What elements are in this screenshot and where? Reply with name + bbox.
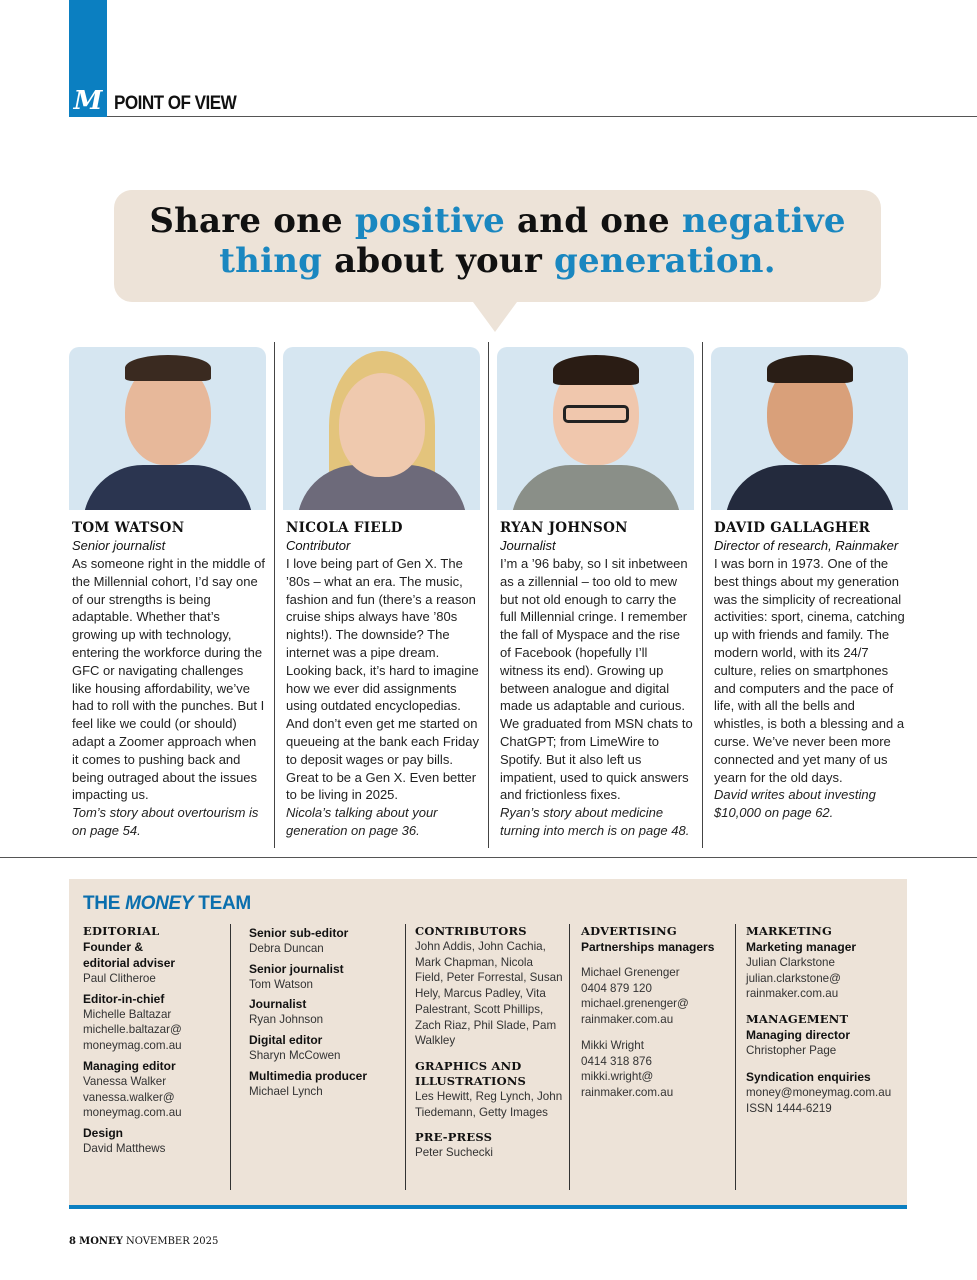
contributor-card: [69, 347, 266, 840]
team-contributors: [415, 924, 563, 1161]
question-part: generation.: [553, 241, 776, 281]
column-divider: [702, 342, 703, 848]
team-heading: GRAPHICS AND ILLUSTRATIONS: [415, 1058, 527, 1088]
question-part: thing: [219, 241, 323, 281]
jacket-shape: [725, 465, 895, 510]
question-part: Share one: [149, 201, 355, 241]
story-reference: David writes about investing $10,000 on page 62.: [714, 787, 876, 821]
team-title-pre: THE: [83, 893, 126, 914]
question-part: and one: [505, 201, 682, 241]
contributor-bio: I love being part of Gen X. The ’80s – what an era. The music, fashion and fun (there’s a reason cruise ships always have ’80s nights!). The downside? The internet was a pipe dream. Looking back, it’s hard to imagine how we ever did assignments using outdated encyclopedias. And don’t even get me started on queueing at the bank each Friday to deposit wages or pay bills. Great to be a Gen X. Even better to be living in 2025.: [286, 556, 479, 803]
contributor-name: DAVID GALLAGHER: [714, 520, 871, 536]
header-divider: [107, 116, 977, 117]
team-heading: ADVERTISING: [581, 924, 677, 938]
team-advertising: [581, 924, 731, 1101]
team-value: Les Hewitt, Reg Lynch, John Tiedemann, Getty Images: [415, 1089, 563, 1119]
contributor-photo: [497, 347, 694, 510]
contributor-name: RYAN JOHNSON: [500, 520, 628, 536]
jacket-shape: [511, 465, 681, 510]
team-value: Debra Duncan: [249, 942, 324, 955]
team-value: Vanessa Walker: [83, 1074, 167, 1088]
team-value: Mikki Wright: [581, 1038, 644, 1052]
team-staff: [249, 925, 399, 1100]
team-label: Journalist: [249, 997, 307, 1012]
column-divider: [274, 342, 275, 848]
jacket-shape: [83, 465, 253, 510]
team-value: David Matthews: [83, 1141, 166, 1155]
contributor-card: [497, 347, 694, 840]
team-value: Paul Clitheroe: [83, 972, 156, 985]
team-column-divider: [569, 924, 570, 1190]
speech-bubble-tail: [473, 302, 517, 332]
team-label: Digital editor: [249, 1033, 323, 1048]
team-value: Michael Grenenger: [581, 966, 680, 979]
magazine-name: MONEY: [79, 1236, 123, 1247]
team-label: Managing editor: [83, 1058, 176, 1073]
team-label: Senior journalist: [249, 961, 344, 976]
contributor-photo: [711, 347, 908, 510]
team-label: Syndication enquiries: [746, 1069, 871, 1084]
team-label: Managing director: [746, 1028, 851, 1043]
team-value: Peter Suchecki: [415, 1146, 493, 1160]
team-value: Tom Watson: [249, 977, 313, 991]
hair-shape: [767, 355, 853, 383]
team-value: John Addis, John Cachia, Mark Chapman, Nicola Field, Peter Forrestal, Susan Hely, Marcus Padley, Vita Palestrant, Scott Phillips, Zach Riaz, Phil Slade, Pam Walkley: [415, 940, 563, 1048]
team-value: Michelle Baltazar: [83, 1007, 172, 1021]
question-heading: [114, 201, 881, 281]
page-number: 8: [69, 1236, 76, 1247]
team-email: money@moneymag.com.au: [746, 1085, 892, 1099]
question-part: about your: [322, 241, 554, 281]
team-phone: 0404 879 120: [581, 981, 652, 995]
hair-shape: [553, 355, 639, 385]
team-email: michael.grenenger@ rainmaker.com.au: [581, 997, 689, 1027]
team-email: julian.clarkstone@ rainmaker.com.au: [746, 971, 841, 1001]
question-part: negative: [681, 201, 846, 241]
team-value: Michael Lynch: [249, 1084, 323, 1098]
team-heading: MARKETING: [746, 924, 833, 938]
team-label: Editor-in-chief: [83, 991, 165, 1006]
team-value: Christopher Page: [746, 1044, 837, 1058]
team-box-bar: [69, 1205, 907, 1209]
team-label: Multimedia producer: [249, 1068, 368, 1083]
story-reference: Nicola’s talking about your generation on page 36.: [286, 805, 438, 838]
team-title: [83, 893, 251, 915]
glasses-shape: [563, 405, 629, 423]
contributor-card: [283, 347, 480, 840]
contributor-photo: [69, 347, 266, 510]
question-part: positive: [354, 201, 506, 241]
contributor-photo: [283, 347, 480, 510]
team-email: michelle.baltazar@ moneymag.com.au: [83, 1023, 182, 1053]
team-issn: ISSN 1444-6219: [746, 1101, 832, 1115]
team-heading: CONTRIBUTORS: [415, 924, 527, 938]
team-value: Julian Clarkstone: [746, 956, 835, 969]
contributor-role: Contributor: [286, 538, 351, 553]
team-label: Marketing manager: [746, 940, 857, 954]
team-column-divider: [735, 924, 736, 1190]
team-heading: MANAGEMENT: [746, 1012, 849, 1027]
team-title-brand: MONEY: [125, 893, 194, 914]
hair-shape: [125, 355, 211, 381]
story-reference: Tom’s story about overtourism is on page 54.: [72, 805, 259, 838]
story-reference: Ryan’s story about medicine turning into merch is on page 48.: [500, 805, 690, 838]
team-label: Founder & editorial adviser: [83, 940, 176, 970]
contributor-card: [711, 347, 908, 822]
team-value: Ryan Johnson: [249, 1013, 324, 1027]
section-title: POINT OF VIEW: [114, 93, 237, 114]
team-editorial: [83, 924, 223, 1157]
contributor-role: Journalist: [500, 538, 556, 553]
team-email: vanessa.walker@ moneymag.com.au: [83, 1090, 182, 1120]
contributor-role: Senior journalist: [72, 538, 166, 553]
team-heading: PRE-PRESS: [415, 1130, 493, 1145]
issue-date: NOVEMBER 2025: [126, 1236, 219, 1247]
team-column-divider: [405, 924, 406, 1190]
contributor-bio: I’m a ’96 baby, so I sit inbetween as a zillennial – too old to mew but not old enough to carry the full Millennial cringe. I remember the fall of Myspace and the rise of Facebook (hopefully I’ll witness its end). Growing up between analogue and digital made us adaptable and curious. We graduated from MSN chats to ChatGPT; from LimeWire to Spotify. But it also left us impatient, used to quick answers and frictionless fixes.: [500, 556, 693, 803]
section-divider: [0, 857, 977, 858]
team-value: Sharyn McCowen: [249, 1049, 341, 1063]
team-email: mikki.wright@ rainmaker.com.au: [581, 1070, 674, 1099]
money-logo-letter: M: [73, 86, 103, 116]
team-phone: 0414 318 876: [581, 1054, 652, 1068]
team-label: Partnerships managers: [581, 940, 715, 954]
team-title-post: TEAM: [193, 893, 251, 914]
page-footer: [69, 1236, 218, 1247]
team-marketing: [746, 924, 904, 1116]
team-label: Design: [83, 1125, 124, 1140]
contributor-role: Director of research, Rainmaker: [714, 538, 899, 553]
face-shape: [339, 373, 425, 477]
team-column-divider: [230, 924, 231, 1190]
team-heading: EDITORIAL: [83, 924, 160, 938]
contributor-name: NICOLA FIELD: [286, 520, 403, 536]
contributor-name: TOM WATSON: [72, 520, 185, 536]
contributor-bio: As someone right in the middle of the Millennial cohort, I’d say one of our strengths is being adaptable. Whether that’s growing up with technology, entering the workforce during the GFC or navigating challenges like housing affordability, we’ve had to roll with the punches. But I feel like we could (or should) adapt a Zoomer approach when it comes to pushing back and being outraged about the issues impacting us.: [72, 556, 265, 803]
column-divider: [488, 342, 489, 848]
contributor-bio: I was born in 1973. One of the best things about my generation was the simplicity of recreational activities: sport, cinema, catching up with friends and family. The modern world, with its 24/7 culture, relies on smartphones and computers and the pace of life, with all the bells and whistles, is both a blessing and a curse. We’ve never been more connected and yet many of us yearn for the old days.: [714, 556, 905, 785]
team-label: Senior sub-editor: [249, 926, 349, 940]
